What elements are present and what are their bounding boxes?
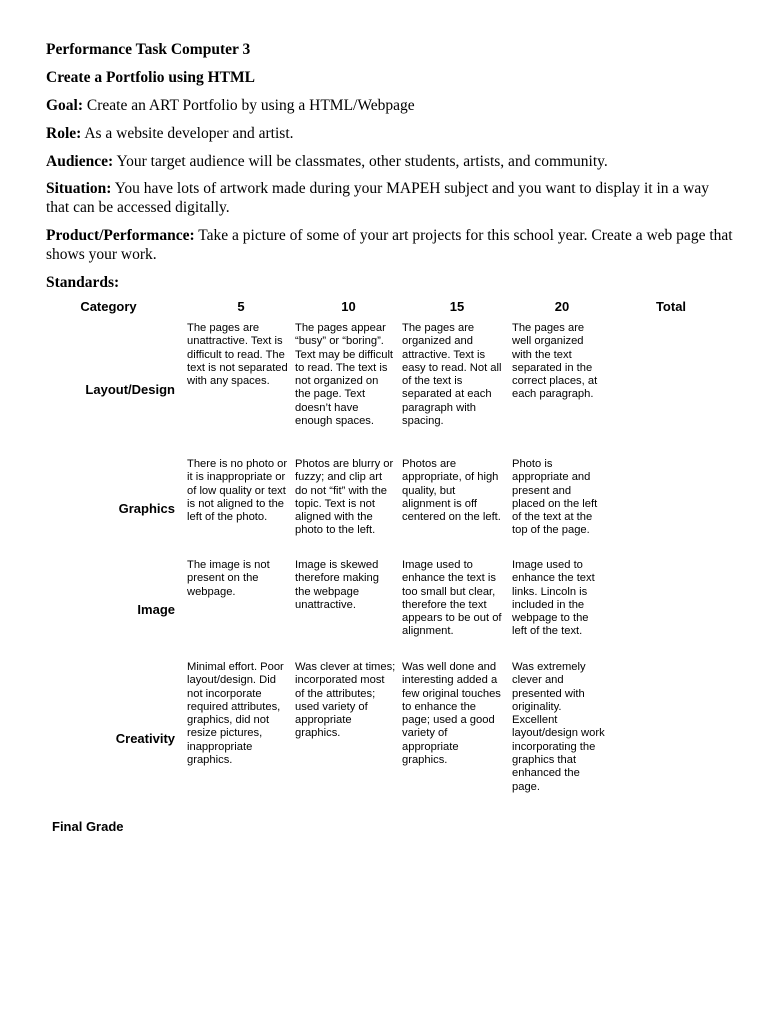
creativity-score-5: Minimal effort. Poor layout/design. Did not incorporate required attributes, graphics, did not resize pictures, inappropriate graphics. [187, 661, 284, 767]
image-score-10: Image is skewed therefore making the webpage unattractive. [295, 559, 379, 611]
creativity-total [612, 661, 730, 817]
header-score-5: 5 [237, 298, 245, 314]
situation-paragraph [46, 179, 736, 217]
image-total [612, 559, 730, 661]
product-paragraph [46, 226, 736, 264]
role-text: As a website developer and artist. [81, 125, 294, 142]
audience-text: Your target audience will be classmates, other students, artists, and community. [113, 153, 608, 170]
final-grade-label: Final Grade [52, 819, 124, 834]
situation-text: You have lots of artwork made during your MAPEH subject and you want to display it in a way that can be accessed digitally. [46, 180, 709, 216]
creativity-score-15: Was well done and interesting added a few original touches to enhance the page; used a good variety of appropriate graphics. [402, 661, 501, 767]
product-text: Take a picture of some of your art projects for this school year. Create a web page that shows your work. [46, 227, 733, 263]
graphics-score-15: Photos are appropriate, of high quality, but alignment is off centered on the left. [402, 458, 501, 524]
standards-label: Standards: [46, 274, 120, 291]
rubric-table [30, 296, 730, 817]
rubric-header-row [30, 296, 730, 322]
image-score-20: Image used to enhance the text links. Lincoln is included in the webpage to the left of the text. [512, 559, 595, 638]
header-score-20: 20 [554, 298, 570, 314]
role-paragraph [46, 124, 736, 143]
layout-score-15: The pages are organized and attractive. Text is easy to read. Not all of the text is separated at each paragraph with spacing. [402, 322, 502, 428]
category-graphics: Graphics [118, 500, 175, 516]
header-category: Category [80, 298, 137, 314]
graphics-score-10: Photos are blurry or fuzzy; and clip art do not “fit” with the topic. Text is not aligned with the photo to the left. [295, 458, 394, 537]
situation-label: Situation: [46, 180, 112, 197]
header-total: Total [655, 298, 687, 314]
image-score-15: Image used to enhance the text is too small but clear, therefore the text appears to be out of alignment. [402, 559, 502, 638]
table-row [30, 322, 730, 458]
audience-label: Audience: [46, 153, 114, 170]
document-title: Performance Task Computer 3 [46, 41, 251, 58]
category-creativity: Creativity [115, 731, 175, 747]
creativity-score-20: Was extremely clever and presented with originality. Excellent layout/design work incorporating the graphics that enhanced the page. [512, 661, 605, 793]
layout-score-20: The pages are well organized with the text separated in the correct places, at each paragraph. [512, 322, 598, 401]
goal-label: Goal: [46, 97, 84, 114]
header-score-15: 15 [449, 298, 465, 314]
document-subtitle: Create a Portfolio using HTML [46, 69, 255, 86]
layout-score-10: The pages appear “busy” or “boring”. Text may be difficult to read. The text is not organized on the page. Text doesn’t have enough spaces. [295, 322, 394, 428]
table-row [30, 458, 730, 559]
header-score-10: 10 [341, 298, 356, 314]
table-row [30, 559, 730, 661]
graphics-score-20: Photo is appropriate and present and placed on the left of the text at the top of the page. [512, 458, 598, 537]
goal-text: Create an ART Portfolio by using a HTML/Webpage [83, 97, 415, 114]
goal-paragraph [46, 96, 736, 115]
role-label: Role: [46, 125, 82, 142]
layout-score-5: The pages are unattractive. Text is difficult to read. The text is not separated with any spaces. [187, 322, 288, 388]
category-image: Image [137, 602, 175, 618]
graphics-total [612, 458, 730, 559]
product-label: Product/Performance: [46, 227, 195, 244]
layout-total [612, 322, 730, 458]
audience-paragraph [46, 152, 736, 171]
category-layout-design: Layout/Design [85, 382, 175, 398]
graphics-score-5: There is no photo or it is inappropriate or of low quality or text is not aligned to the left of the photo. [187, 458, 288, 524]
creativity-score-10: Was clever at times; incorporated most of the attributes; used variety of appropriate graphics. [295, 661, 396, 740]
image-score-5: The image is not present on the webpage. [187, 559, 270, 598]
table-row [30, 661, 730, 817]
